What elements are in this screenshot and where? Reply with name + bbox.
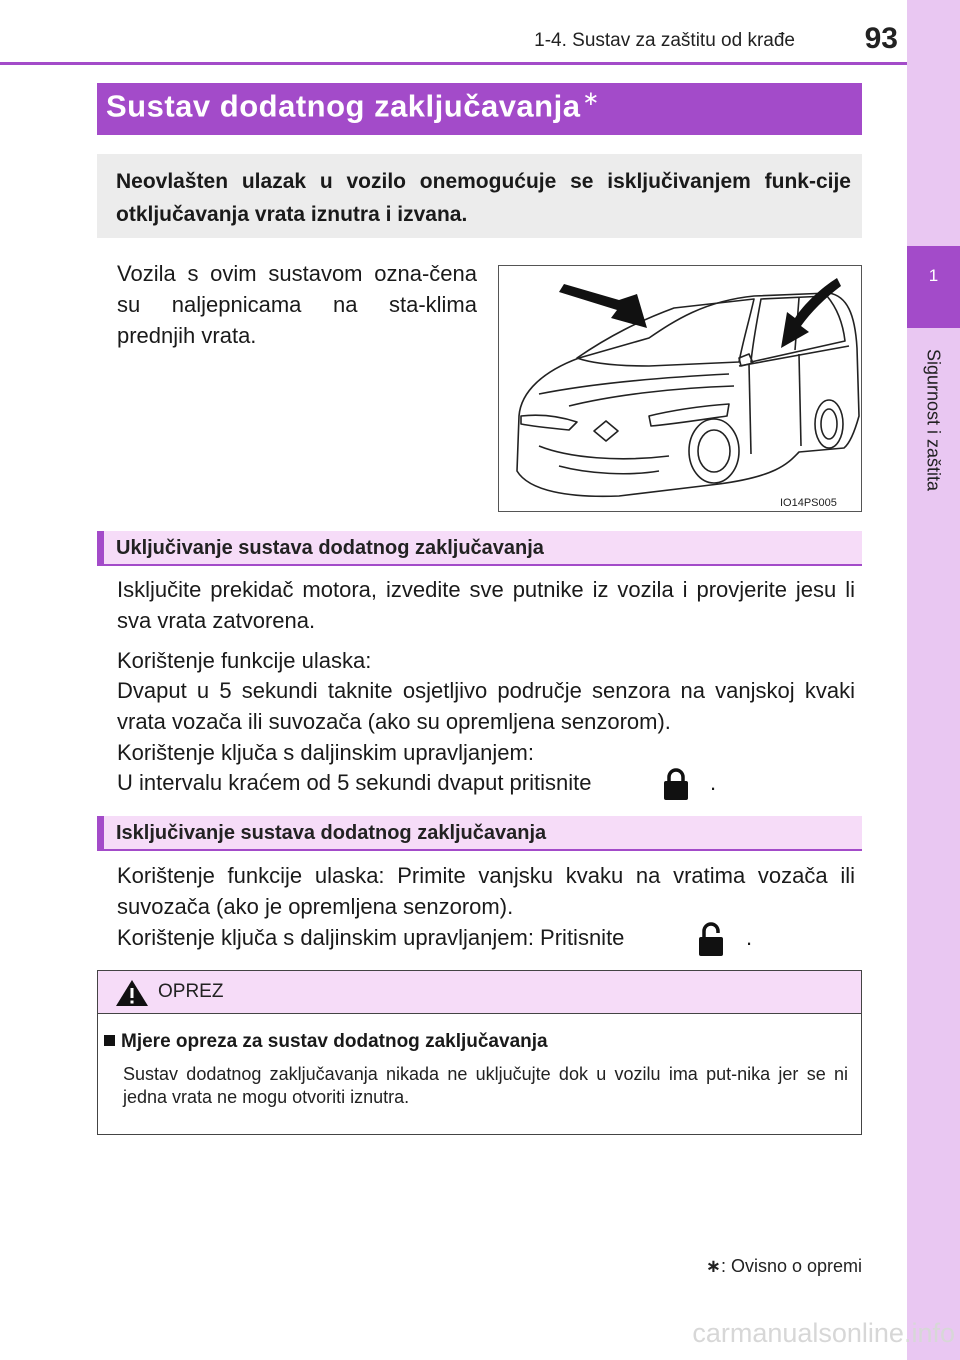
footnote-text: : Ovisno o opremi [720,1256,862,1276]
asterisk-icon: ∗ [582,88,600,110]
description-text: Vozila s ovim sustavom ozna-čena su naljepnicama na sta-klima prednjih vrata. [117,261,477,348]
chapter-label: Sigurnost i zaštita [923,348,944,492]
enable-entry-label: Korištenje funkcije ulaska: [117,648,372,673]
disable-entry-text: Korištenje funkcije ulaska: Primite vanjsku kvaku na vratima vozača ili suvozača (ako je opremljena senzorom). [117,863,855,919]
figure-code: IO14PS005 [780,497,837,509]
section-heading-enable: Uključivanje sustava dodatnog zaključavanja [116,537,544,559]
section-heading-disable: Isključivanje sustava dodatnog zaključavanja [116,822,547,844]
arrow-right-icon [781,278,841,348]
arrow-left-icon [559,284,647,328]
section-heading-accent [97,816,104,851]
enable-entry-text: Dvaput u 5 sekundi taknite osjetljivo područje senzora na vanjskoj kvaki vrata vozača ili suvozača (ako su opremljena senzorom). [117,678,855,734]
page-number: 93 [864,22,898,55]
chapter-side-strip [907,0,960,1360]
disable-remote-end: . [746,925,753,950]
car-drawing [499,266,861,511]
enable-step-text: Isključite prekidač motora, izvedite sve putnike iz vozila i provjerite jesu li sva vrata zatvorena. [117,577,855,633]
chapter-tab [907,246,960,328]
caution-item-text: Sustav dodatnog zaključavanja nikada ne uključujte dok u vozilu ima put-nika jer se ni jedna vrata ne mogu otvoriti iznutra. [123,1064,848,1107]
caution-item-title [104,1031,548,1053]
running-header: 1-4. Sustav za zaštitu od krađe [534,30,795,51]
bullet-square-icon [104,1035,115,1046]
page-title [106,86,600,124]
page-title-text: Sustav dodatnog zaključavanja [106,88,581,124]
caution-item-title-text: Mjere opreza za sustav dodatnog zaključavanja [121,1031,548,1052]
chapter-number: 1 [928,266,939,285]
asterisk-icon: ∗ [705,1256,721,1276]
header-rule [0,62,907,65]
enable-remote-end: . [710,770,717,795]
disable-remote-text: Korištenje ključa s daljinskim upravljanjem: Pritisnite [117,925,625,950]
section-heading-accent [97,531,104,566]
footnote [610,1256,862,1277]
enable-remote-label: Korištenje ključa s daljinskim upravljanjem: [117,740,534,765]
enable-remote-text: U intervalu kraćem od 5 sekundi dvaput pritisnite [117,770,592,795]
lock-icon [660,767,692,801]
unlock-icon [695,921,727,957]
watermark: carmanualsonline.info [692,1318,955,1348]
warning-icon [114,978,150,1008]
intro-text: Neovlašten ulazak u vozilo onemogućuje se isključivanjem funk-cije otključavanja vrata iznutra i izvana. [116,170,851,226]
car-illustration [498,265,862,512]
caution-label: OPREZ [158,981,224,1002]
